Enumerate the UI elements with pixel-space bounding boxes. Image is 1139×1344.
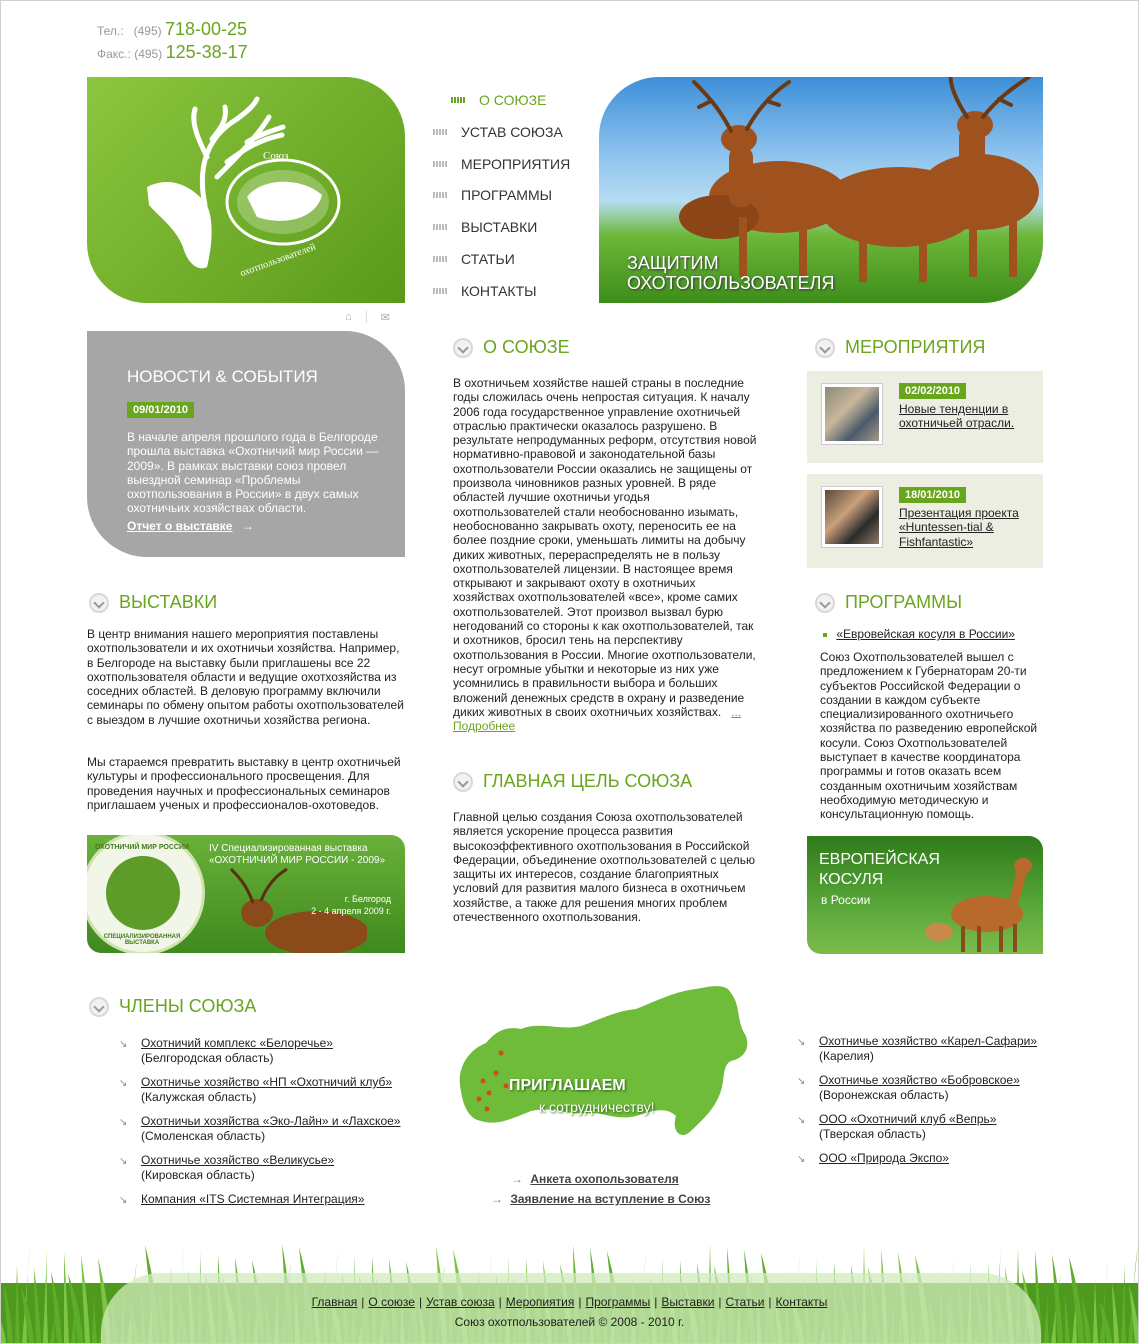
bullet-icon bbox=[823, 633, 827, 637]
roe-deer-banner[interactable] bbox=[807, 836, 1043, 954]
banner-line2: «ОХОТНИЧИЙ МИР РОССИИ - 2009» bbox=[209, 855, 386, 866]
russia-map-icon bbox=[451, 981, 757, 1151]
banner-dates: 2 - 4 апреля 2009 г. bbox=[311, 906, 391, 916]
news-text: В начале апреля прошлого года в Белгороде прошла выставка «Охотничий мир России — 2009». В рамках выставки союз провел выездной семинар «Проблемы охотпользования в России» в двух самых охотничьих хозяйствах области. bbox=[127, 430, 379, 516]
about-more-link[interactable]: ... Подробнее bbox=[453, 704, 742, 734]
banner-line2: КОСУЛЯ bbox=[819, 871, 884, 888]
exhibitions-title: ВЫСТАВКИ bbox=[119, 592, 218, 612]
member-item bbox=[119, 1192, 365, 1207]
seal-bottom-text: СПЕЦИАЛИЗИРОВАННАЯ ВЫСТАВКА bbox=[103, 934, 181, 946]
exhibition-banner-text bbox=[209, 843, 385, 867]
news-report-link[interactable] bbox=[127, 519, 254, 533]
seal-top-text: ОХОТНИЧИЙ МИР РОССИИ bbox=[94, 844, 190, 851]
arrow-icon: ↘ bbox=[119, 1117, 128, 1128]
about-title: О СОЮЗЕ bbox=[483, 337, 570, 357]
goal-heading bbox=[453, 771, 692, 792]
utility-icons bbox=[345, 311, 390, 324]
member-link[interactable]: Охотничье хозяйство «Карел-Сафари» bbox=[819, 1034, 1038, 1048]
hero-line2: ОХОТОПОЛЬЗОВАТЕЛЯ bbox=[627, 273, 835, 293]
member-region: (Кировская область) bbox=[141, 1168, 255, 1182]
svg-text:Союз: Союз bbox=[263, 150, 289, 162]
footer-link[interactable]: Главная bbox=[311, 1295, 358, 1309]
exhibition-banner[interactable] bbox=[87, 835, 405, 953]
footer-separator: | bbox=[718, 1295, 722, 1309]
tel-number: 718-00-25 bbox=[164, 19, 248, 39]
arrow-right-icon: → bbox=[511, 1172, 523, 1186]
footer-separator: | bbox=[361, 1295, 365, 1309]
invite-line1: ПРИГЛАШАЕМ bbox=[509, 1077, 626, 1094]
event-card[interactable] bbox=[807, 474, 1043, 568]
arrow-icon: ↘ bbox=[797, 1037, 806, 1048]
home-icon[interactable]: ⌂ bbox=[345, 311, 352, 323]
programs-heading bbox=[815, 592, 962, 613]
arrow-icon: ↘ bbox=[797, 1076, 806, 1087]
news-box bbox=[87, 331, 405, 557]
chevron-down-icon bbox=[453, 338, 473, 358]
deer-globe-logo-icon bbox=[87, 77, 405, 303]
footer-nav bbox=[1, 1295, 1138, 1309]
nav-label: ПРОГРАММЫ bbox=[461, 187, 553, 203]
event-date-badge: 18/01/2010 bbox=[899, 487, 966, 503]
member-item bbox=[119, 1075, 392, 1105]
nav-item-events[interactable] bbox=[433, 156, 570, 172]
member-region: (Смоленская область) bbox=[141, 1129, 266, 1143]
member-item bbox=[119, 1036, 333, 1066]
footer-link[interactable]: Статьи bbox=[725, 1295, 765, 1309]
event-card[interactable] bbox=[807, 371, 1043, 463]
footer-separator: | bbox=[498, 1295, 502, 1309]
member-link[interactable]: Охотничье хозяйство «Бобровское» bbox=[819, 1073, 1020, 1087]
fax-label: Факс.: bbox=[97, 47, 131, 61]
footer-separator: | bbox=[578, 1295, 582, 1309]
nav-item-programs[interactable] bbox=[433, 187, 552, 203]
russia-map[interactable] bbox=[451, 981, 757, 1151]
news-link-label: Отчет о выставке bbox=[127, 519, 233, 533]
member-item bbox=[797, 1034, 1038, 1064]
arrow-right-icon: → bbox=[491, 1192, 503, 1206]
banner-line1: ЕВРОПЕЙСКАЯ bbox=[819, 851, 940, 868]
nav-label: СТАТЬИ bbox=[461, 251, 515, 267]
arrow-icon: ↘ bbox=[797, 1115, 806, 1126]
member-link[interactable]: Охотничий комплекс «Белоречье» bbox=[141, 1036, 333, 1050]
footer-separator: | bbox=[418, 1295, 423, 1309]
programs-link[interactable]: «Евровейская косуля в России» bbox=[836, 627, 1015, 641]
members-heading bbox=[89, 996, 256, 1017]
members-title: ЧЛЕНЫ СОЮЗА bbox=[119, 996, 257, 1016]
member-region: (Калужская область) bbox=[141, 1090, 257, 1104]
footer-link[interactable]: Выставки bbox=[661, 1295, 715, 1309]
chevron-down-icon bbox=[89, 997, 109, 1017]
nav-item-exhibitions[interactable] bbox=[433, 219, 537, 235]
nav-item-about[interactable] bbox=[451, 92, 546, 108]
nav-item-charter[interactable] bbox=[433, 124, 563, 140]
event-photo bbox=[821, 383, 883, 445]
exhibitions-paragraph-2: Мы стараемся превратить выставку в центр охотничьей культуры и профессионального просвещения. Для проведения научных и профессиональных семинаров приглашаем ученых и профессионалов-охотоведов. bbox=[87, 755, 401, 812]
footer-link[interactable]: О союзе bbox=[368, 1295, 415, 1309]
roe-deer-image bbox=[917, 846, 1037, 954]
svg-text:охотпользователей: охотпользователей bbox=[238, 241, 318, 280]
exhibition-seal-icon bbox=[87, 835, 205, 953]
nav-bullet-icon bbox=[433, 224, 447, 230]
member-region: (Белгородская область) bbox=[141, 1051, 274, 1065]
programs-text: Союз Охотпользователей вышел с предложением к Губернаторам 20-ти субъектов Российской Федерации о создании в каждом субъекте специализированного охотничьего хозяйства по разведению европейской косули. Союз Охотпользователей выступает в качестве координатора программы и готов оказать всем созданным охотничьим хозяйствам необходимую методическую и консультационную помощь. bbox=[820, 650, 1038, 822]
invite-line2: к сотрудничеству! bbox=[539, 1099, 655, 1115]
hero-banner bbox=[599, 77, 1043, 303]
event-title-link[interactable]: Презентация проекта «Huntessen-tial & Fishfantastic» bbox=[899, 506, 1019, 549]
member-region: (Тверская область) bbox=[819, 1127, 926, 1141]
footer-link[interactable]: Устав союза bbox=[426, 1295, 495, 1309]
nav-bullet-icon bbox=[433, 256, 447, 262]
tel-label: Тел.: bbox=[97, 24, 124, 38]
events-title: МЕРОПРИЯТИЯ bbox=[845, 337, 986, 357]
logo-block[interactable] bbox=[87, 77, 405, 303]
programs-link-item[interactable] bbox=[823, 627, 1015, 641]
hero-title bbox=[627, 253, 834, 293]
event-date-badge: 02/02/2010 bbox=[899, 383, 966, 399]
exhibitions-heading bbox=[89, 592, 217, 613]
hero-line1: ЗАЩИТИМ bbox=[627, 253, 719, 273]
application-link[interactable]: Заявление на вступление в Союз bbox=[510, 1192, 711, 1206]
nav-label: О СОЮЗЕ bbox=[479, 92, 547, 108]
member-item bbox=[797, 1151, 949, 1166]
questionnaire-link[interactable]: Анкета охопользователя bbox=[530, 1172, 679, 1186]
chevron-down-icon bbox=[89, 593, 109, 613]
fax-code: (495) bbox=[134, 47, 163, 61]
arrow-icon: ↘ bbox=[119, 1156, 128, 1167]
chevron-down-icon bbox=[815, 338, 835, 358]
events-heading bbox=[815, 337, 985, 358]
arrow-icon: ↘ bbox=[119, 1195, 128, 1206]
fax-line bbox=[97, 42, 248, 63]
goal-text: Главной целью создания Союза охотпользователей является ускорение процесса развития высокоэффективного охотпользования в Российской Федерации, объединение охотпользователей с целью защиты их интересов, создание благоприятных условий для развития малого бизнеса в охотничьем хозяйстве, а также для решения многих проблем отечественного охотпользования. bbox=[453, 810, 756, 925]
member-link[interactable]: ООО «Охотничий клуб «Вепрь» bbox=[819, 1112, 997, 1126]
divider bbox=[366, 311, 367, 323]
member-link[interactable]: Компания «ITS Системная Интеграция» bbox=[141, 1192, 365, 1206]
news-date-badge: 09/01/2010 bbox=[127, 402, 194, 418]
footer-separator: | bbox=[654, 1295, 658, 1309]
about-paragraph: В охотничьем хозяйстве нашей страны в последние годы сложилась очень непростая ситуация. К началу 2006 года государственное управление охотничьей отраслью практически оказалось разрушено. В результате непродуманных реформ, отсутствия новой нормативно-правовой и законодательной базы охотпользователи России оказались не защищены от произвола чиновников разных уровней. В ряде областей лучшие охотничьи угодья охотпользователей стали необоснованно изымать, необоснованно закрывать охоту, переносить ее на более поздние сроки, уменьшать лимиты на добычу диких животных, перераспределять не в пользу охотпользователей лицензии. В настоящее время открывают и закрывают охоту в охотничьих хозяйствах охотпользователей «все», кроме самих охотпользователей. Этот произвол вызвал бурю негодований со стороны к как охотпользователей, так и охотников, бросил тень на перспективу охотпользования в России. Многие охотпользователи, несут огромные убытки и некоторые из них уже усомнились в правильности выбора и больших вложений денежных средств в охрану и разведение диких животных в своих охотничьих хозяйствах. bbox=[453, 376, 757, 719]
arrow-right-icon: → bbox=[241, 519, 254, 533]
member-region: (Карелия) bbox=[819, 1049, 874, 1063]
footer-link[interactable]: Программы bbox=[585, 1295, 651, 1309]
member-item bbox=[797, 1112, 997, 1142]
nav-bullet-icon bbox=[433, 288, 447, 294]
fax-number: 125-38-17 bbox=[165, 42, 248, 62]
mail-icon[interactable]: ✉ bbox=[380, 312, 390, 324]
member-link[interactable]: Охотничьи хозяйства «Эко-Лайн» и «Лахское» bbox=[141, 1114, 401, 1128]
news-title: НОВОСТИ & СОБЫТИЯ bbox=[127, 367, 318, 386]
exhibition-banner-dates bbox=[311, 893, 391, 917]
member-item bbox=[119, 1114, 401, 1144]
about-heading bbox=[453, 337, 570, 358]
goal-title: ГЛАВНАЯ ЦЕЛЬ СОЮЗА bbox=[483, 771, 693, 791]
arrow-icon: ↘ bbox=[119, 1078, 128, 1089]
nav-bullet-icon bbox=[451, 97, 465, 103]
exhibitions-paragraph-1: В центр внимания нашего мероприятия поставлены охотпользователи и их охотничьи хозяйства. Например, в Белгороде на выставку были приглашены все 22 охотпользователя области и ведущие охотхозяйства из соседних областей. В деловую программу включили семинары по обмену опытом работы охотпользователей с выездом в лучшие охотничьи хозяйства региона. bbox=[87, 627, 404, 727]
chevron-down-icon bbox=[453, 772, 473, 792]
nav-label: УСТАВ СОЮЗА bbox=[461, 124, 563, 140]
member-item bbox=[797, 1073, 1020, 1103]
copyright: Союз охотпользователей © 2008 - 2010 г. bbox=[454, 1315, 685, 1329]
nav-bullet-icon bbox=[433, 161, 447, 167]
member-link[interactable]: ООО «Природа Экспо» bbox=[819, 1151, 949, 1165]
nav-label: МЕРОПРИЯТИЯ bbox=[461, 156, 571, 172]
member-region: (Воронежская область) bbox=[819, 1088, 949, 1102]
footer-separator: | bbox=[768, 1295, 772, 1309]
banner-line3: в России bbox=[821, 893, 871, 907]
tel-code: (495) bbox=[133, 24, 162, 38]
event-photo bbox=[821, 486, 883, 548]
nav-bullet-icon bbox=[433, 192, 447, 198]
nav-bullet-icon bbox=[433, 129, 447, 135]
programs-title: ПРОГРАММЫ bbox=[845, 592, 963, 612]
banner-city: г. Белгород bbox=[344, 894, 391, 904]
banner-line1: IV Специализированная выставка bbox=[209, 843, 368, 854]
event-title-link[interactable]: Новые тенденции в охотничьей отрасли. bbox=[899, 402, 1015, 431]
nav-item-contacts[interactable] bbox=[433, 283, 537, 299]
member-link[interactable]: Охотничье хозяйство «Великусье» bbox=[141, 1153, 335, 1167]
footer-link[interactable]: Меропиятия bbox=[505, 1295, 575, 1309]
footer-link[interactable]: Контакты bbox=[775, 1295, 828, 1309]
chevron-down-icon bbox=[815, 593, 835, 613]
member-item bbox=[119, 1153, 335, 1183]
arrow-icon: ↘ bbox=[797, 1154, 806, 1165]
nav-label: КОНТАКТЫ bbox=[461, 283, 537, 299]
phone-line bbox=[97, 19, 247, 40]
nav-item-articles[interactable] bbox=[433, 251, 515, 267]
about-text bbox=[453, 376, 759, 733]
form-link-item[interactable] bbox=[491, 1192, 710, 1206]
form-link-item[interactable] bbox=[511, 1172, 679, 1186]
member-link[interactable]: Охотничье хозяйство «НП «Охотничий клуб» bbox=[141, 1075, 392, 1089]
arrow-icon: ↘ bbox=[119, 1039, 128, 1050]
nav-label: ВЫСТАВКИ bbox=[461, 219, 538, 235]
